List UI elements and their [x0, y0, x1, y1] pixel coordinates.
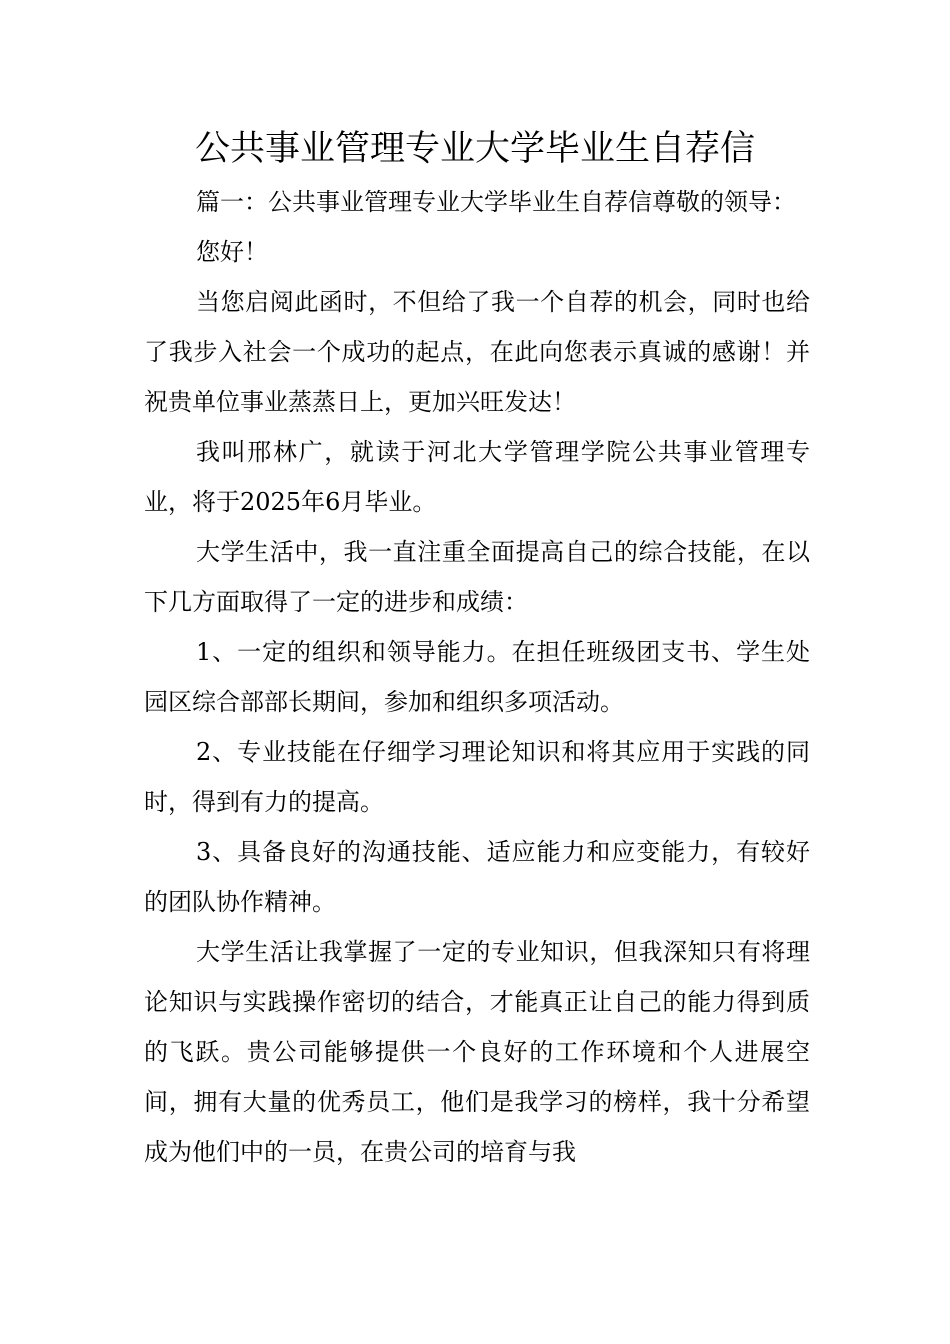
paragraph: 您好！: [196, 238, 268, 266]
paragraph: 2、专业技能在仔细学习理论知识和将其应用于实践的同时，得到有力的提高。: [144, 738, 810, 816]
paragraph: 3、具备良好的沟通技能、适应能力和应变能力，有较好的团队协作精神。: [144, 838, 810, 916]
document-title: 公共事业管理专业大学毕业生自荐信: [194, 129, 755, 169]
paragraph: 篇一：公共事业管理专业大学毕业生自荐信尊敬的领导：: [196, 188, 796, 216]
paragraph: 大学生活中，我一直注重全面提高自己的综合技能，在以下几方面取得了一定的进步和成绩：: [144, 538, 810, 616]
document-body: [144, 177, 810, 1177]
paragraph: 当您启阅此函时，不但给了我一个自荐的机会，同时也给了我步入社会一个成功的起点，在此向您表示真诚的感谢！并祝贵单位事业蒸蒸日上，更加兴旺发达！: [144, 288, 810, 416]
paragraph: 我叫邢林广，就读于河北大学管理学院公共事业管理专业，将于2025年6月毕业。: [144, 438, 810, 516]
paragraph: 大学生活让我掌握了一定的专业知识，但我深知只有将理论知识与实践操作密切的结合，才能真正让自己的能力得到质的飞跃。贵公司能够提供一个良好的工作环境和个人进展空间，拥有大量的优秀员工，他们是我学习的榜样，我十分希望成为他们中的一员，在贵公司的培育与我: [144, 938, 810, 1166]
paragraph: 1、一定的组织和领导能力。在担任班级团支书、学生处园区综合部部长期间，参加和组织多项活动。: [144, 638, 810, 716]
